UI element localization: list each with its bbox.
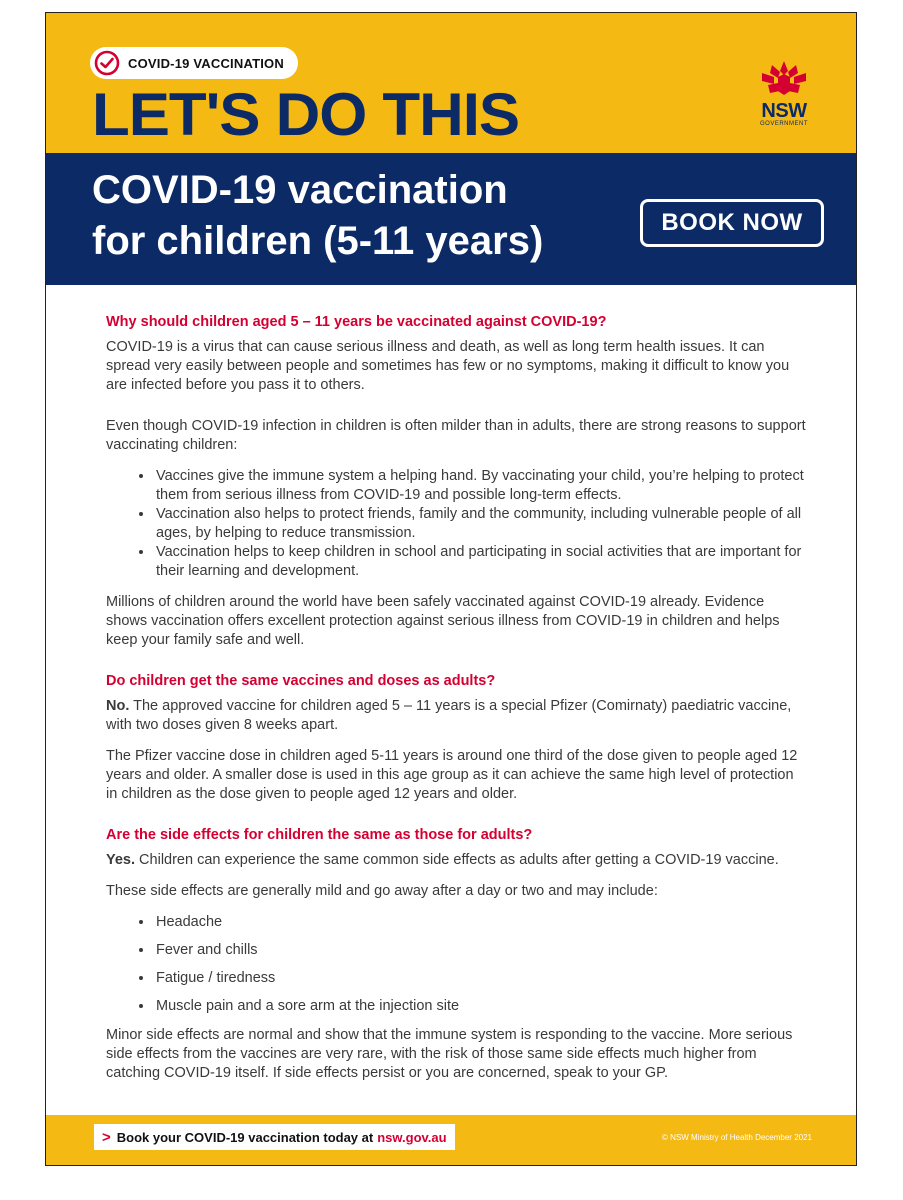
logo-name: NSW <box>761 100 807 122</box>
paragraph: These side effects are generally mild and go away after a day or two and may include: <box>106 883 658 899</box>
tag-label: COVID-19 VACCINATION <box>128 55 284 71</box>
banner-line-2: for children (5-11 years) <box>92 219 544 263</box>
list-item: • Vaccination also helps to protect friends, family and the community, including vulnerable people of all ages, by helping to reduce transmission. <box>154 505 806 543</box>
section-heading-why: Why should children aged 5 – 11 years be vaccinated against COVID-19? <box>106 314 607 330</box>
banner-line-1: COVID-19 vaccination <box>92 168 508 212</box>
nsw-gov-link[interactable]: nsw.gov.au <box>377 1129 447 1145</box>
nsw-logo <box>752 57 816 127</box>
book-now-button[interactable]: BOOK NOW <box>640 199 824 247</box>
answer-text: The approved vaccine for children aged 5 – 11 years is a special Pfizer (Comirnaty) paediatric vaccine, with two doses given 8 weeks apart. <box>106 698 792 733</box>
side-effects-list <box>106 913 806 1016</box>
waratah-icon <box>754 57 814 101</box>
paragraph: The Pfizer vaccine dose in children aged 5-11 years is around one third of the dose given to people aged 12 years and older. A smaller dose is used in this age group as it can achieve the same high level of protection in children as the dose given to people aged 12 years and older. <box>106 748 798 802</box>
flyer-page <box>45 12 857 1166</box>
chevron-right-icon: > <box>102 1128 111 1146</box>
footer-cta-text: Book your COVID-19 vaccination today at <box>116 1129 374 1145</box>
footer-band <box>46 1115 856 1165</box>
paragraph: Minor side effects are normal and show that the immune system is responding to the vaccine. More serious side effects from the vaccines are very rare, with the risk of those same side effects much higher from catching COVID-19 itself. If side effects persist or you are concerned, speak to your GP. <box>106 1027 793 1081</box>
header-band <box>46 13 856 153</box>
list-item: • Headache <box>154 913 806 932</box>
list-item: • Vaccines give the immune system a helping hand. By vaccinating your child, you’re helping to protect them from serious illness from COVID-19 and possible long-term effects. <box>154 467 806 505</box>
paragraph: COVID-19 is a virus that can cause serious illness and death, as well as long term health issues. It can spread very easily between people and sometimes has few or no symptoms, making it difficult to know you are infected before you pass it to others. <box>106 339 790 393</box>
banner-title <box>92 165 543 267</box>
list-item: • Fever and chills <box>154 941 806 960</box>
vaccination-tag <box>90 47 298 79</box>
footer-cta <box>94 1124 455 1150</box>
check-circle-icon <box>94 50 120 76</box>
list-item: • Fatigue / tiredness <box>154 969 806 988</box>
copyright-text: © NSW Ministry of Health December 2021 <box>662 1133 812 1142</box>
paragraph: Even though COVID-19 infection in children is often milder than in adults, there are strong reasons to support vaccinating children: <box>106 418 806 453</box>
paragraph: Millions of children around the world have been safely vaccinated against COVID-19 already. Evidence shows vaccination offers excellent protection against serious illness from COVID-19 in children and helps keep your family safe and well. <box>106 594 780 648</box>
section-heading-doses: Do children get the same vaccines and doses as adults? <box>106 673 496 689</box>
title-banner <box>46 153 856 285</box>
answer-lead: No. <box>106 698 130 714</box>
reasons-list <box>106 467 806 581</box>
paragraph <box>106 851 806 870</box>
hero-title: LET'S DO THIS <box>92 81 520 148</box>
main-content <box>106 313 806 1095</box>
section-heading-side-effects: Are the side effects for children the same as those for adults? <box>106 827 533 843</box>
list-item: • Vaccination helps to keep children in school and participating in social activities that are important for their learning and development. <box>154 543 806 581</box>
logo-sub: GOVERNMENT <box>759 121 808 127</box>
list-item: • Muscle pain and a sore arm at the injection site <box>154 997 806 1016</box>
answer-text: Children can experience the same common side effects as adults after getting a COVID-19 vaccine. <box>135 852 779 868</box>
answer-lead: Yes. <box>106 852 136 868</box>
paragraph <box>106 697 806 735</box>
